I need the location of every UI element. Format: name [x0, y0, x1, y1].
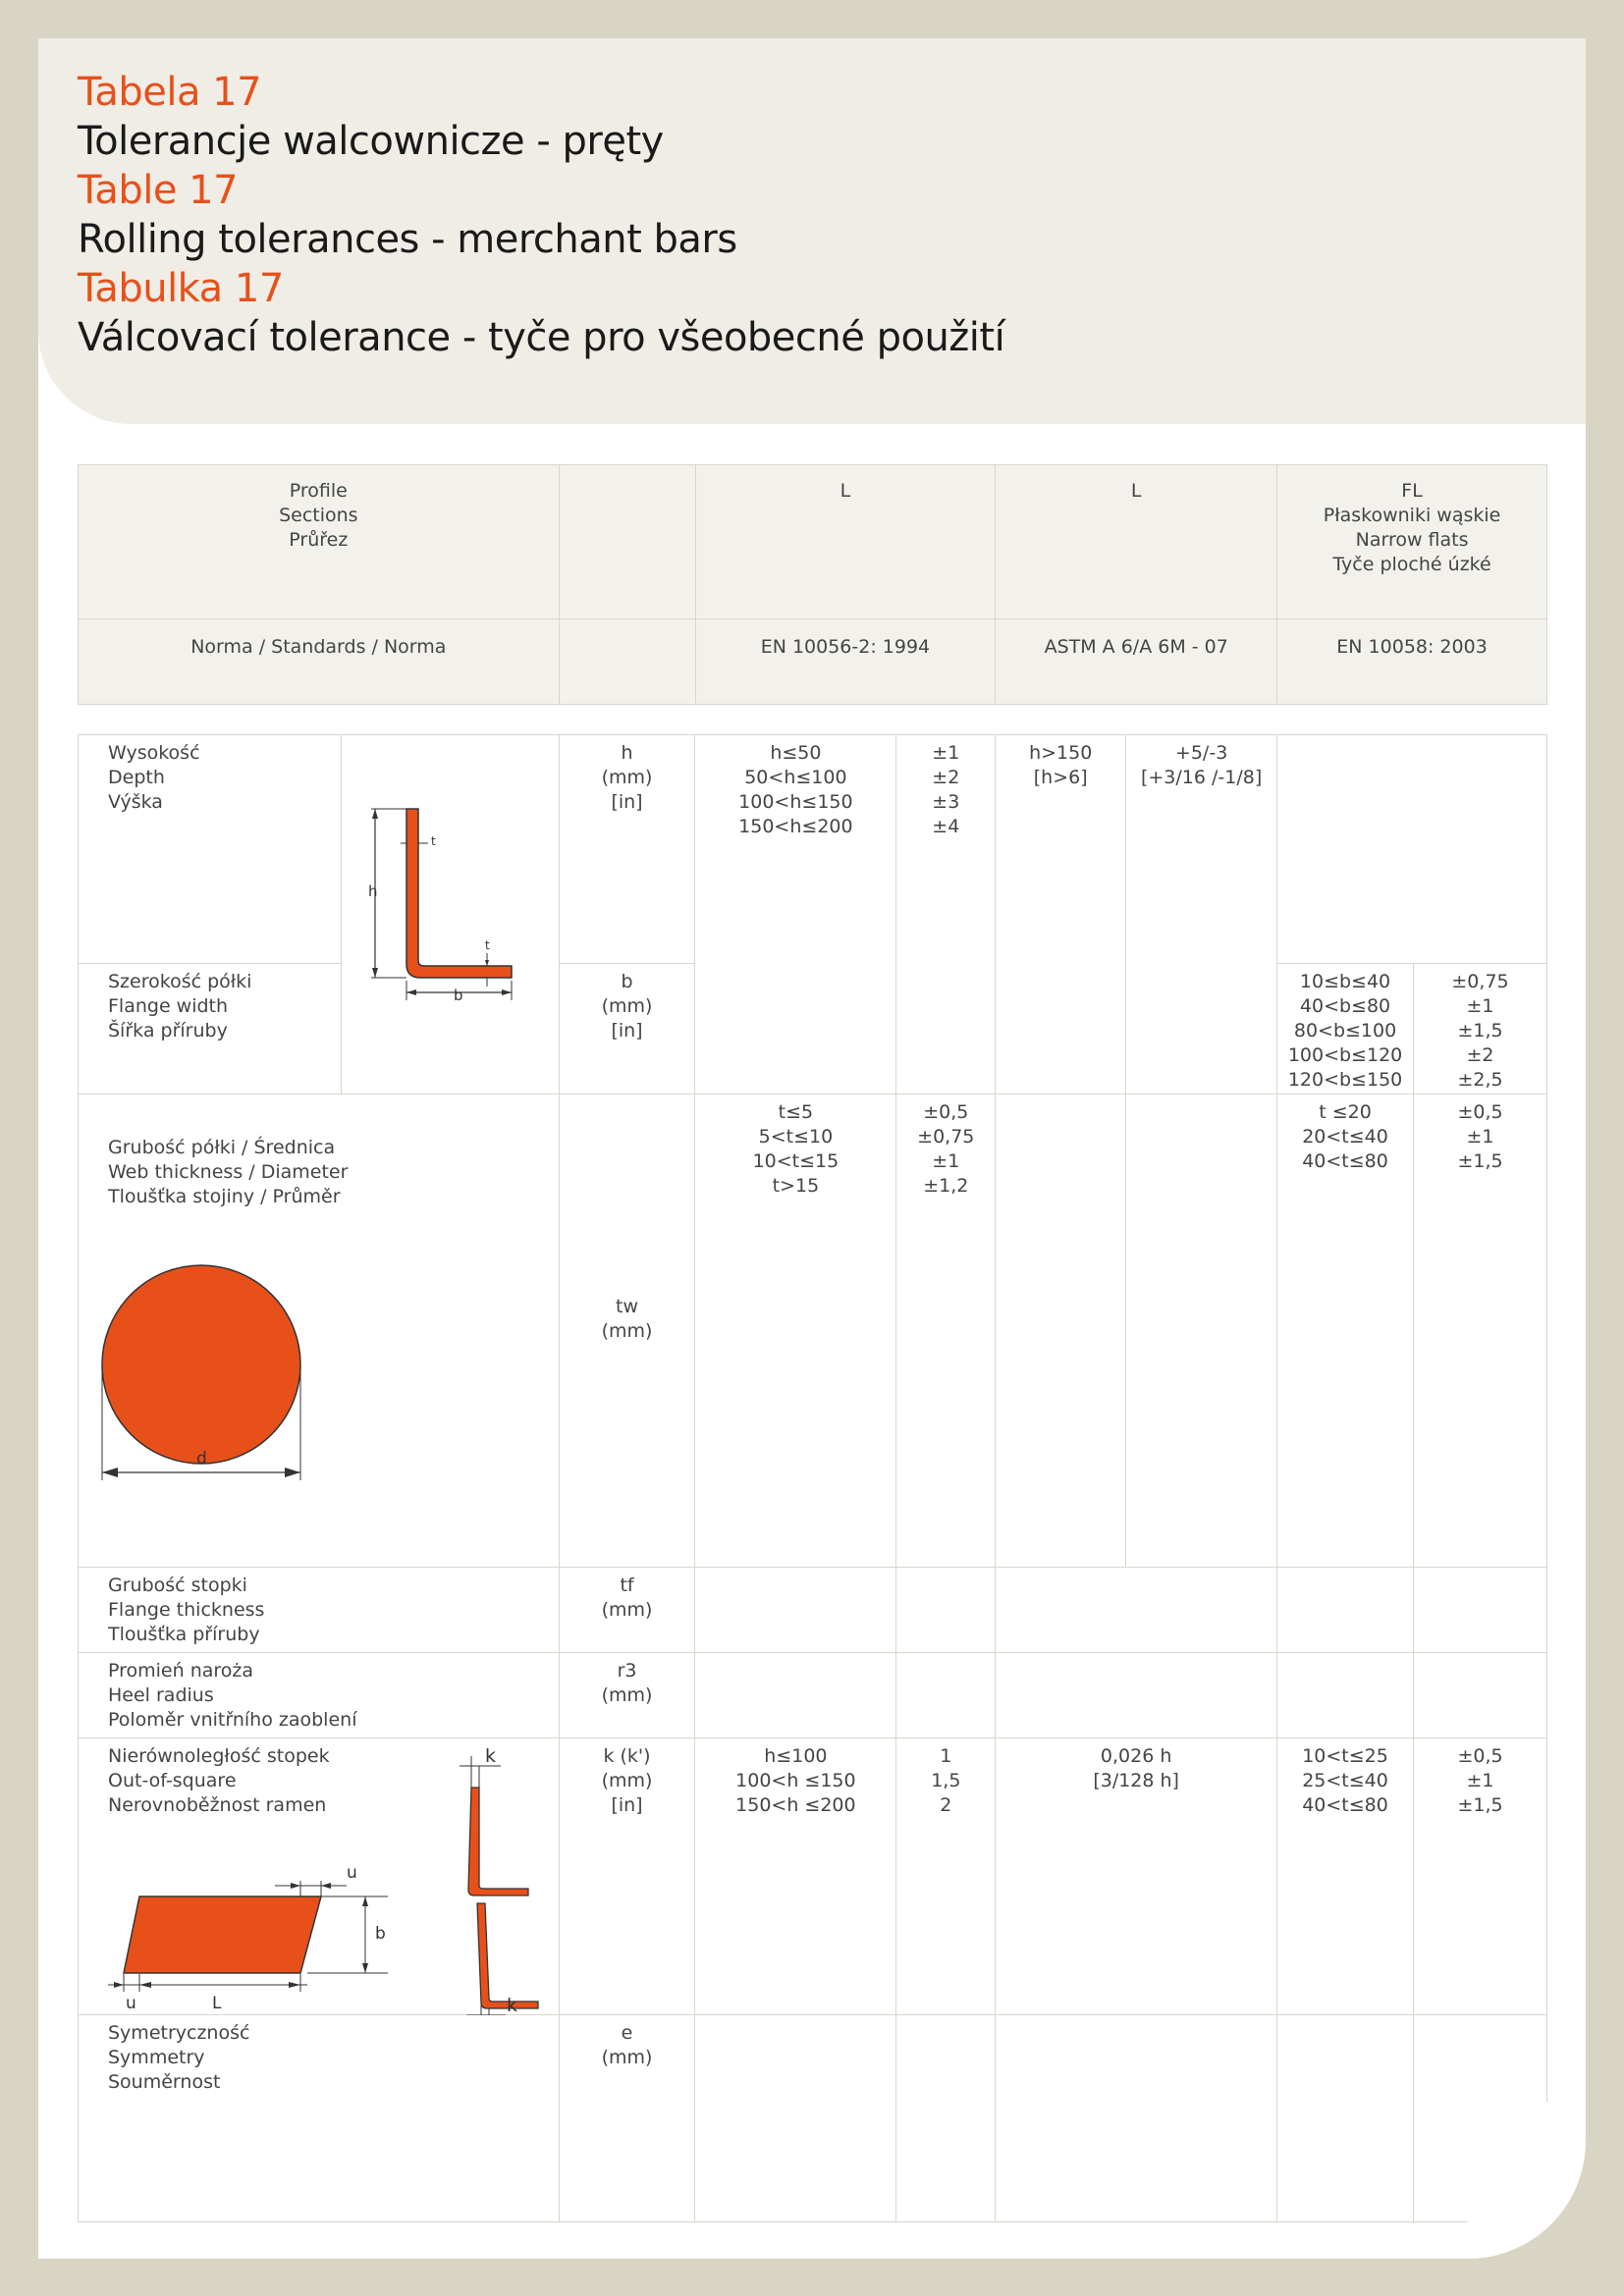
tolerances-table — [78, 734, 1547, 2222]
circle-d-label: d — [196, 1449, 207, 1468]
flange-width-symbol: b (mm) [in] — [559, 964, 695, 1095]
angle-h-label: h — [367, 882, 378, 900]
para-b-label: b — [375, 1924, 386, 1944]
standards-table — [78, 464, 1547, 705]
para-l-label: L — [212, 1994, 222, 2013]
empty-cell — [1414, 1568, 1547, 1653]
flange-thickness-symbol: tf (mm) — [559, 1568, 695, 1653]
norm-en-10056: EN 10056-2: 1994 — [695, 619, 996, 705]
depth-label: Wysokość Depth Výška — [79, 735, 342, 964]
depth-astm-tolerance: +5/-3 — [1174, 742, 1228, 764]
web-astm-empty-1 — [996, 1095, 1126, 1568]
round-bar-diagram — [98, 1261, 353, 1556]
depth-astm-tolerance-in: [+3/16 /-1/8] — [1140, 767, 1263, 788]
depth-astm-range: h>150 [h>6] — [996, 735, 1126, 1095]
flange-width-label: Szerokość półki Flange width Šířka příruby — [79, 964, 342, 1095]
col-header-fl: FL Płaskowniki wąskie Narrow flats Tyče ploché úzké — [1277, 465, 1547, 619]
title-cz-number: Tabulka 17 — [78, 266, 284, 311]
empty-cell — [695, 2015, 896, 2222]
flange-thickness-label: Grubość stopki Flange thickness Tloušťka příruby — [79, 1568, 560, 1653]
web-label-cell — [79, 1095, 560, 1568]
norm-en-10058: EN 10058: 2003 — [1277, 619, 1547, 705]
title-pl-number: Tabela 17 — [78, 70, 262, 115]
angle-b-label: b — [453, 987, 463, 1004]
flange-width-fl-tolerances: ±0,75 ±1 ±1,5 ±2 ±2,5 — [1414, 964, 1547, 1095]
empty-cell — [996, 2015, 1277, 2222]
title-cz: Válcovací tolerance - tyče pro všeobecné použití — [78, 315, 1005, 360]
profile-header: Profile Sections Průřez — [79, 465, 560, 619]
web-label: Grubość półki / Średnica Web thickness / Diameter Tloušťka stojiny / Průměr — [108, 1137, 349, 1207]
para-u-top-label: u — [347, 1863, 357, 1883]
web-en-tolerances: ±0,5 ±0,75 ±1 ±1,2 — [896, 1095, 996, 1568]
out-of-square-fl-tolerances: ±0,5 ±1 ±1,5 — [1414, 1738, 1547, 2015]
out-of-square-en-ranges: h≤100 100<h ≤150 150<h ≤200 — [695, 1738, 896, 2015]
out-of-square-diagram — [79, 1738, 560, 2015]
out-of-square-astm-cell — [996, 1738, 1277, 2015]
empty-cell — [996, 1568, 1277, 1653]
title-pl: Tolerancje walcownicze - pręty — [78, 119, 664, 164]
symmetry-label: Symetryczność Symmetry Souměrnost — [79, 2015, 560, 2222]
page-corner-inner — [1468, 2102, 1586, 2259]
web-fl-tolerances: ±0,5 ±1 ±1,5 — [1414, 1095, 1547, 1568]
depth-astm-tolerance-cell — [1126, 735, 1277, 1095]
empty-norma-cell — [559, 619, 695, 705]
empty-cell — [1277, 1568, 1414, 1653]
web-fl-ranges: t ≤20 20<t≤40 40<t≤80 — [1277, 1095, 1414, 1568]
out-of-square-label: Nierównoległość stopek Out-of-square Nerovnoběžnost ramen — [108, 1745, 330, 1816]
empty-cell — [896, 2015, 996, 2222]
out-of-square-label-cell — [79, 1738, 560, 2015]
flange-width-fl-ranges: 10≤b≤40 40<b≤80 80<b≤100 100<b≤120 120<b≤150 — [1277, 964, 1414, 1095]
k-top-label: k — [485, 1745, 497, 1767]
angle-t-flange-label: t — [484, 938, 490, 952]
out-of-square-fl-ranges: 10<t≤25 25<t≤40 40<t≤80 — [1277, 1738, 1414, 2015]
title-en: Rolling tolerances - merchant bars — [78, 217, 737, 262]
depth-en-ranges: h≤50 50<h≤100 100<h≤150 150<h≤200 — [695, 735, 896, 1095]
out-of-square-astm: 0,026 h — [1100, 1745, 1172, 1767]
empty-cell — [896, 1653, 996, 1738]
norma-label: Norma / Standards / Norma — [79, 619, 560, 705]
empty-cell — [1277, 1653, 1414, 1738]
k-bottom-label: k — [507, 1995, 518, 2015]
web-symbol: tw (mm) — [559, 1095, 695, 1568]
symmetry-symbol: e (mm) — [559, 2015, 695, 2222]
out-of-square-symbol: k (k') (mm) [in] — [559, 1738, 695, 2015]
title-en-number: Table 17 — [78, 168, 239, 213]
empty-cell — [1277, 2015, 1414, 2222]
col-header-l-astm: L — [996, 465, 1277, 619]
empty-header-cell — [559, 465, 695, 619]
empty-cell — [695, 1568, 896, 1653]
para-u-bottom-label: u — [126, 1994, 136, 2013]
col-header-l-en: L — [695, 465, 996, 619]
web-en-ranges: t≤5 5<t≤10 10<t≤15 t>15 — [695, 1095, 896, 1568]
web-astm-empty-2 — [1126, 1095, 1277, 1568]
heel-radius-symbol: r3 (mm) — [559, 1653, 695, 1738]
out-of-square-en-tolerances: 1 1,5 2 — [896, 1738, 996, 2015]
page-corner — [1468, 2102, 1586, 2259]
page-header — [38, 38, 1586, 424]
depth-symbol: h (mm) [in] — [559, 735, 695, 964]
angle-t-web-label: t — [430, 834, 436, 848]
out-of-square-astm-in: [3/128 h] — [1093, 1770, 1179, 1791]
depth-fl-empty — [1277, 735, 1547, 964]
empty-cell — [896, 1568, 996, 1653]
angle-section-diagram — [342, 735, 560, 1095]
page-sheet — [38, 38, 1586, 2259]
empty-cell — [695, 1653, 896, 1738]
norm-astm: ASTM A 6/A 6M - 07 — [996, 619, 1277, 705]
empty-cell — [996, 1653, 1277, 1738]
angle-diagram-cell — [341, 735, 559, 1095]
depth-en-tolerances: ±1 ±2 ±3 ±4 — [896, 735, 996, 1095]
empty-cell — [1414, 1653, 1547, 1738]
heel-radius-label: Promień naroża Heel radius Poloměr vnitřního zaoblení — [79, 1653, 560, 1738]
